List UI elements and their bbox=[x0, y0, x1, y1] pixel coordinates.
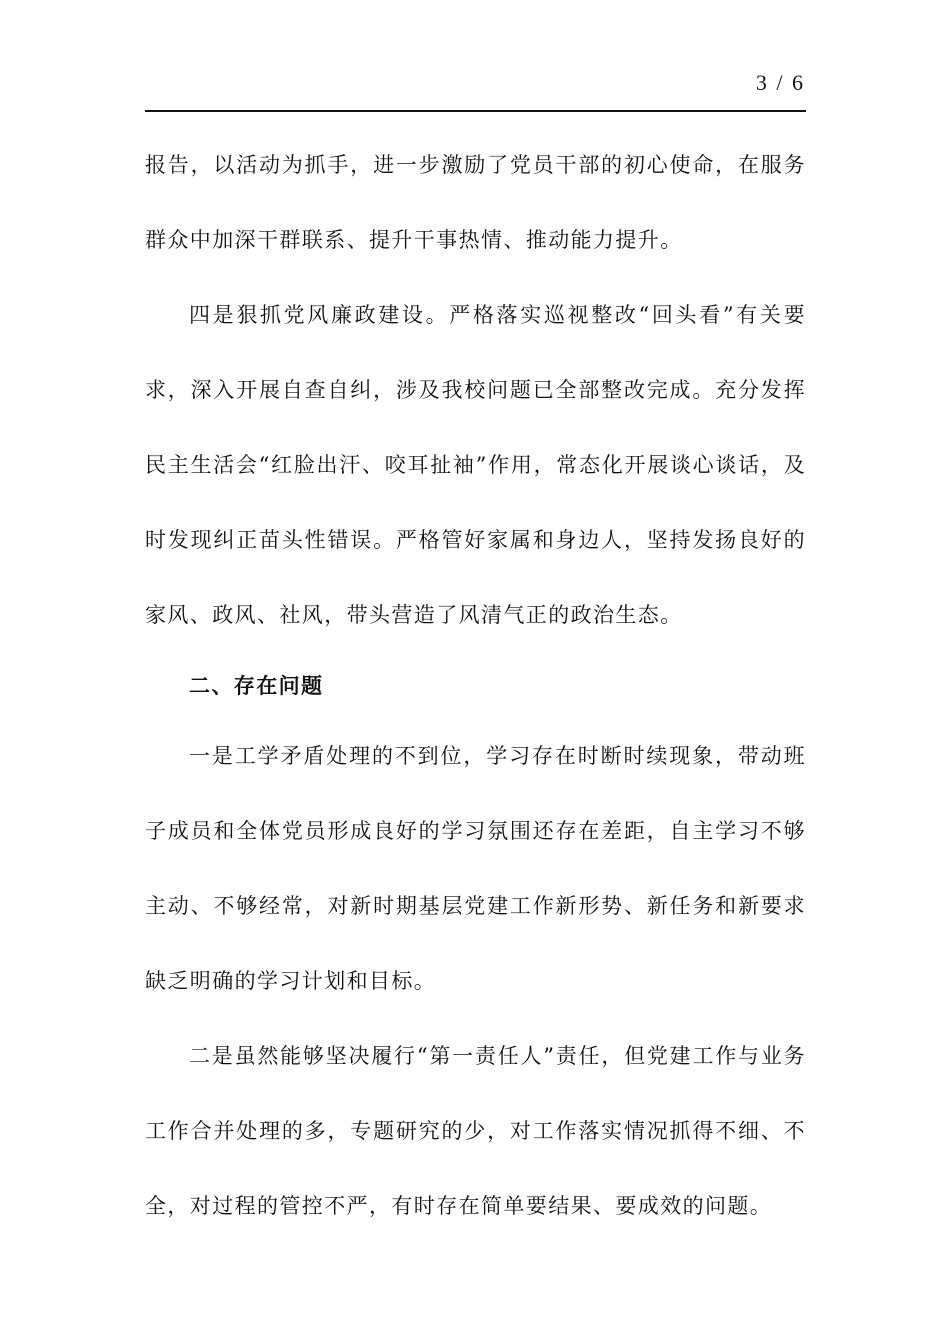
paragraph-party-conduct: 四是狠抓党风廉政建设。严格落实巡视整改“回头看”有关要求，深入开展自查自纠，涉及我校问题已全部整改完成。充分发挥民主生活会“红脸出汗、咬耳扯袖”作用，常态化开展谈心谈话，及时发现纠正苗头性错误。严格管好家属和身边人，坚持发扬良好的家风、政风、社风，带头营造了风清气正的政治生态。 bbox=[145, 303, 806, 627]
paragraph-continued: 报告，以活动为抓手，进一步激励了党员干部的初心使命，在服务群众中加深干群联系、提升干事热情、推动能力提升。 bbox=[145, 153, 806, 252]
paragraph-problem-two: 二是虽然能够坚决履行“第一责任人”责任，但党建工作与业务工作合并处理的多，专题研究的少，对工作落实情况抓得不细、不全，对过程的管控不严，有时存在简单要结果、要成效的问题。 bbox=[145, 1044, 806, 1218]
paragraph-problem-one: 一是工学矛盾处理的不到位，学习存在时断时续现象，带动班子成员和全体党员形成良好的学习氛围还存在差距，自主学习不够主动、不够经常，对新时期基层党建工作新形势、新任务和新要求缺乏明确的学习计划和目标。 bbox=[145, 744, 806, 993]
page-number: 3 / 6 bbox=[755, 70, 805, 95]
document-body bbox=[145, 128, 806, 1244]
section-heading-problems: 二、存在问题 bbox=[189, 674, 324, 698]
header-divider bbox=[145, 110, 806, 112]
